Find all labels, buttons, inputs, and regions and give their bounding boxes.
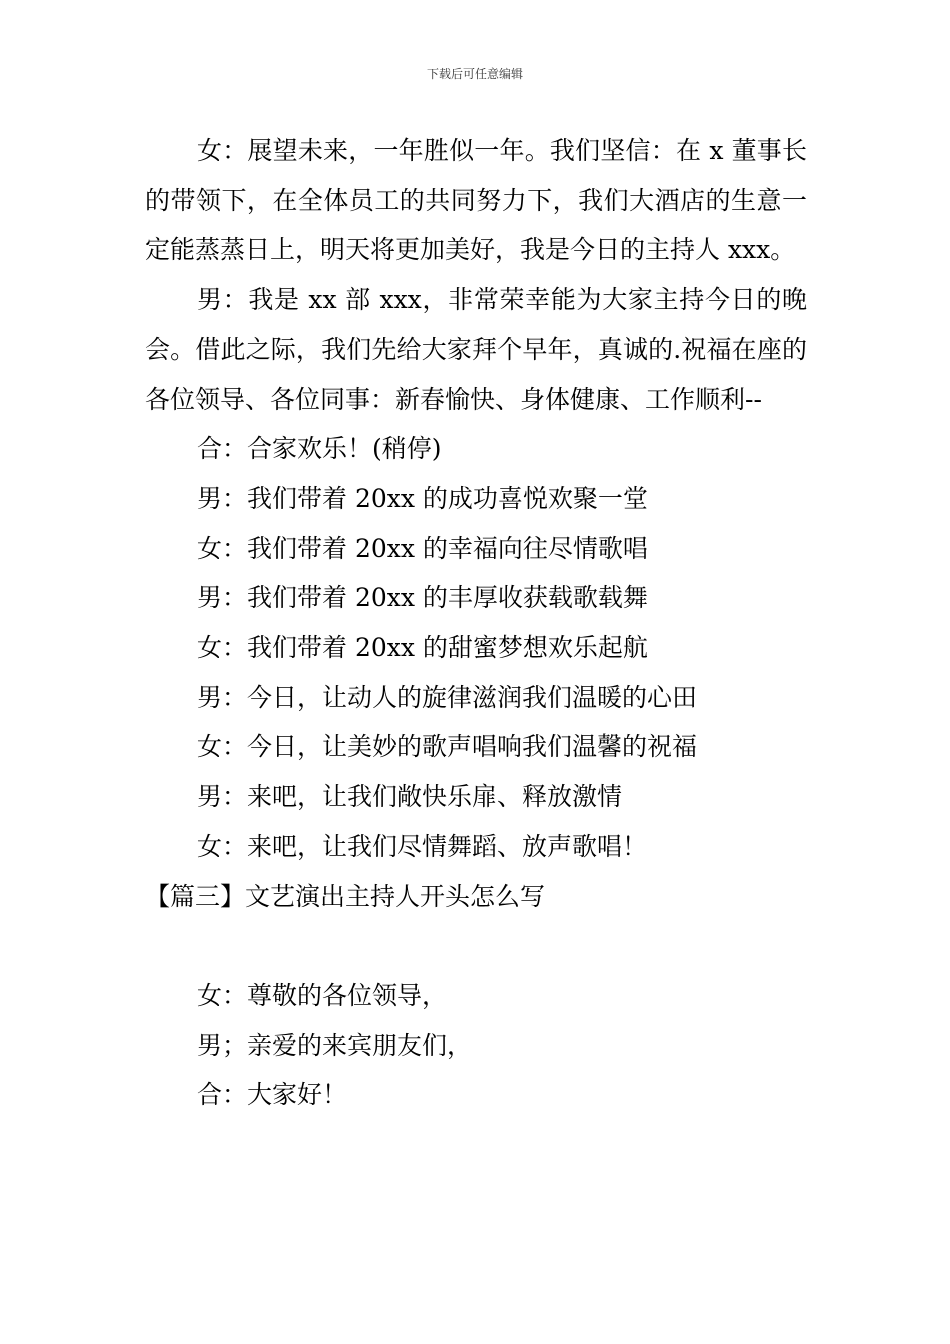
line-male-3: 男：今日，让动人的旋律滋润我们温暖的心田 bbox=[197, 682, 698, 712]
line-male-1: 男：我们带着 20xx 的成功喜悦欢聚一堂 bbox=[197, 483, 648, 513]
blank-line bbox=[145, 921, 807, 971]
line-female-3: 女：今日，让美妙的歌声唱响我们温馨的祝福 bbox=[197, 732, 698, 762]
line-female-1: 女：我们带着 20xx 的幸福向往尽情歌唱 bbox=[197, 533, 648, 563]
line-male-2: 男：我们带着 20xx 的丰厚收获载歌载舞 bbox=[197, 583, 648, 613]
paragraph-male-intro: 男：我是 xx 部 xxx，非常荣幸能为大家主持今日的晚会。借此之际，我们先给大家拜个早年，真诚的.祝福在座的各位领导、各位同事：新春愉快、身体健康、工作顺利-- bbox=[145, 285, 807, 414]
line-female-2: 女：我们带着 20xx 的甜蜜梦想欢乐起航 bbox=[197, 633, 648, 663]
document-body bbox=[145, 126, 807, 1120]
section-line-female: 女：尊敬的各位领导， bbox=[197, 980, 448, 1010]
section-line-male: 男；亲爱的来宾朋友们， bbox=[197, 1030, 473, 1060]
line-female-4: 女：来吧，让我们尽情舞蹈、放声歌唱！ bbox=[197, 831, 648, 861]
paragraph-female-outlook: 女：展望未来，一年胜似一年。我们坚信：在 x 董事长的带领下，在全体员工的共同努力下，我们大酒店的生意一定能蒸蒸日上，明天将更加美好，我是今日的主持人 xxx。 bbox=[145, 136, 807, 265]
line-together-1: 合：合家欢乐！(稍停) bbox=[197, 434, 442, 464]
section-line-together: 合：大家好！ bbox=[197, 1080, 348, 1110]
section-heading: 【篇三】文艺演出主持人开头怎么写 bbox=[145, 881, 546, 911]
header-note: 下载后可任意编辑 bbox=[426, 67, 523, 81]
line-male-4: 男：来吧，让我们敞快乐扉、释放激情 bbox=[197, 782, 623, 812]
